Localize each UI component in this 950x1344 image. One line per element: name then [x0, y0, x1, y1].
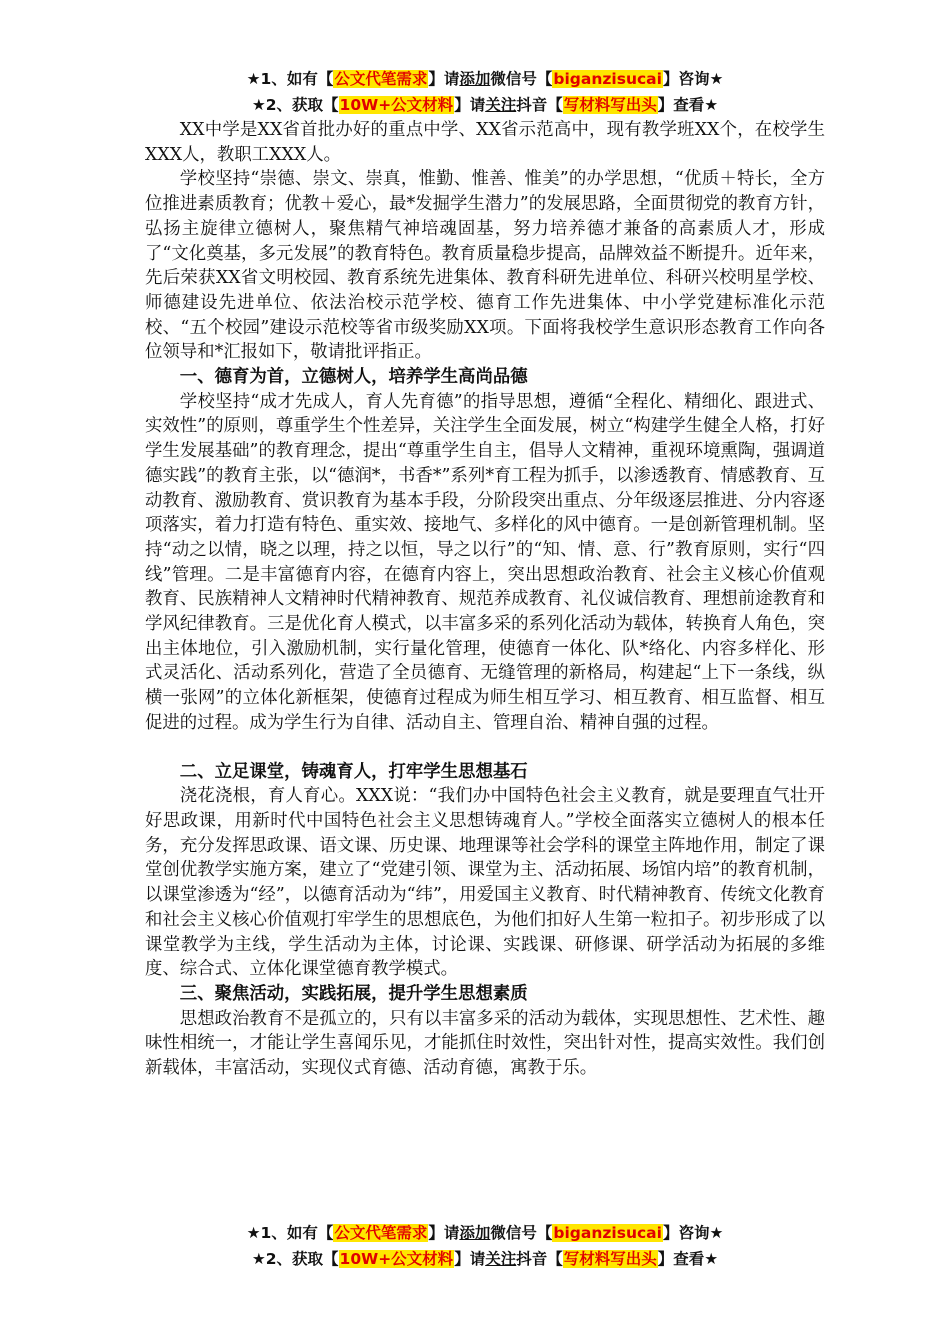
banner-line-2	[145, 92, 825, 118]
banner-text: 】咨询★	[662, 70, 724, 88]
intro-paragraph-2: 学校坚持“崇德、崇文、崇真，惟勤、惟善、惟美”的办学思想，“优质＋特长，全方位推进素质教育；优教＋爱心，最*发掘学生潜力”的发展思路，全面贯彻党的教育方针，弘扬主旋律立德树人，聚焦精气神培魂固基，努力培养德才兼备的高素质人才，形成了“文化奠基，多元发展”的教育特色。教育质量稳步提高，品牌效益不断提升。近年来，先后荣获XX省文明校园、教育系统先进集体、教育科研先进单位、科研兴校明星学校、师德建设先进单位、依法治校示范学校、德育工作先进集体、中小学党建标准化示范校、“五个校园”建设示范校等省市级奖励XX项。下面将我校学生意识形态教育工作向各位领导和*汇报如下，敬请批评指正。	[145, 169, 825, 363]
banner-line-1	[145, 66, 825, 92]
section-heading-1: 一、德育为首，立德树人，培养学生高尚品德	[179, 367, 528, 388]
section-heading-2: 二、立足课堂，铸魂育人，打牢学生思想基石	[179, 761, 528, 782]
underlined-text: 关注	[485, 96, 517, 114]
section-paragraph-3: 思想政治教育不是孤立的，只有以丰富多采的活动为载体，实现思想性、艺术性、趣味性相统一，才能让学生喜闻乐见，才能抓住时效性，突出针对性，提高实效性。我们创新载体，丰富活动，实现仪式育德、活动育德，寓教于乐。	[145, 1008, 825, 1079]
highlight-text: 10W+公文材料	[339, 1250, 454, 1268]
banner-text: 微信号【	[490, 1224, 553, 1242]
section-heading-3: 三、聚焦活动，实践拓展，提升学生思想素质	[179, 983, 528, 1004]
highlight-text: biganzisucai	[553, 70, 662, 88]
highlight-text: 10W+公文材料	[339, 96, 454, 114]
document-page	[145, 66, 825, 1081]
highlight-text: 公文代笔需求	[334, 70, 428, 88]
banner-text: 】请	[428, 70, 460, 88]
document-body	[145, 118, 825, 1081]
banner-text: 微信号【	[490, 70, 553, 88]
section-paragraph-2: 浇花浇根，育人育心。XXX说：“我们办中国特色社会主义教育，就是要理直气壮开好思政课，用新时代中国特色社会主义思想铸魂育人。”学校全面落实立德树人的根本任务，充分发挥思政课、语文课、历史课、地理课等社会学科的课堂主阵地作用，制定了课堂创优教学实施方案，建立了“党建引领、课堂为主、活动拓展、场馆内培”的教育机制，以课堂渗透为“经”，以德育活动为“纬”，用爱国主义教育、时代精神教育、传统文化教育和社会主义核心价值观打牢学生的思想底色，为他们扣好人生第一粒扣子。初步形成了以课堂教学为主线，学生活动为主体，讨论课、实践课、研修课、研学活动为拓展的多维度、综合式、立体化课堂德育教学模式。	[145, 786, 825, 980]
intro-paragraph-1: XX中学是XX省首批办好的重点中学、XX省示范高中，现有教学班XX个，在校学生XXX人，教职工XXX人。	[145, 120, 825, 165]
banner-text: ★2、获取【	[251, 96, 339, 114]
footer-banner	[145, 1220, 825, 1272]
underlined-text: 关注	[485, 1250, 517, 1268]
footer-line-2	[145, 1246, 825, 1272]
banner-text: 抖音【	[516, 96, 563, 114]
banner-text: 】咨询★	[662, 1224, 724, 1242]
banner-text: 抖音【	[516, 1250, 563, 1268]
banner-text: ★2、获取【	[251, 1250, 339, 1268]
underlined-text: 添加	[459, 1224, 491, 1242]
banner-text: ★1、如有【	[246, 70, 334, 88]
underlined-text: 添加	[459, 70, 491, 88]
banner-text: 】请	[428, 1224, 460, 1242]
section-paragraph-1: 学校坚持“成才先成人，育人先育德”的指导思想，遵循“全程化、精细化、跟进式、实效性”的原则，尊重学生个性差异，关注学生全面发展，树立“构建学生健全人格，打好学生发展基础”的教育理念，提出“尊重学生自主，倡导人文精神，重视环境熏陶，强调道德实践”的教育主张，以“德润*，书香*”系列*育工程为抓手，以渗透教育、情感教育、互动教育、激励教育、赏识教育为基本手段，分阶段突出重点、分年级逐层推进、分内容逐项落实，着力打造有特色、重实效、接地气、多样化的风中德育。一是创新管理机制。坚持“动之以情，晓之以理，持之以恒，导之以行”的“知、情、意、行”教育原则，实行“四线”管理。二是丰富德育内容，在德育内容上，突出思想政治教育、社会主义核心价值观教育、民族精神人文精神时代精神教育、规范养成教育、礼仪诚信教育、理想前途教育和学风纪律教育。三是优化育人模式，以丰富多采的系列化活动为载体，转换育人角色，突出主体地位，引入激励机制，实行量化管理，使德育一体化、队*络化、内容多样化、形式灵活化、活动系列化，营造了全员德育、无缝管理的新格局，构建起“上下一条线，纵横一张网”的立体化新框架，使德育过程成为师生相互学习、相互教育、相互监督、相互促进的过程。成为学生行为自律、活动自主、管理自治、精神自强的过程。	[145, 391, 825, 733]
highlight-text: 公文代笔需求	[334, 1224, 428, 1242]
banner-text: 】查看★	[657, 1250, 719, 1268]
banner-text: ★1、如有【	[246, 1224, 334, 1242]
highlight-text: 写材料写出头	[563, 1250, 657, 1268]
banner-text: 】查看★	[657, 96, 719, 114]
banner-text: 】请	[454, 1250, 486, 1268]
footer-line-1	[145, 1220, 825, 1246]
highlight-text: biganzisucai	[553, 1224, 662, 1242]
highlight-text: 写材料写出头	[563, 96, 657, 114]
header-banner	[145, 66, 825, 118]
banner-text: 】请	[454, 96, 486, 114]
